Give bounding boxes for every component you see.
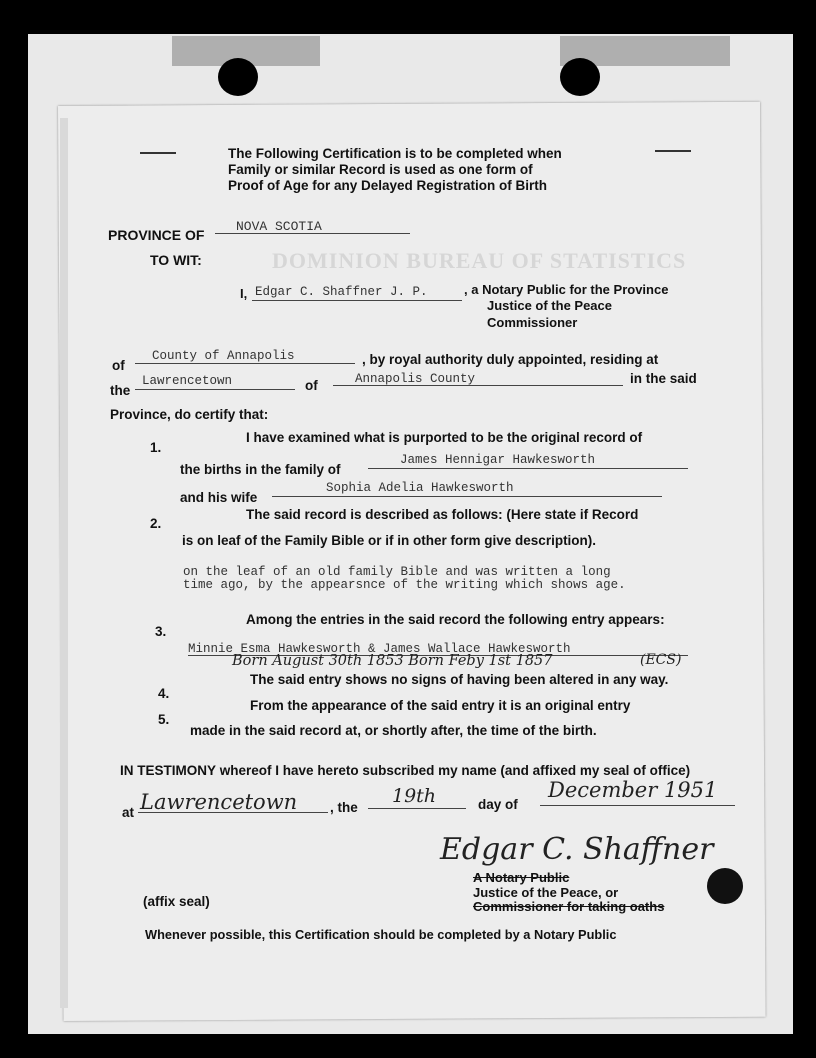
- entry-handwritten: Born August 30th 1853 Born Feby 1st 1857: [232, 653, 553, 669]
- county2-line: [333, 385, 623, 386]
- page-edge: [60, 118, 68, 1008]
- town-value: Lawrencetown: [142, 374, 233, 388]
- wife-label: and his wife: [180, 490, 258, 505]
- the-label: the: [110, 383, 131, 398]
- entry-initials: (ECS): [640, 652, 682, 668]
- notary-name-line: [252, 300, 462, 301]
- watermark: DOMINION BUREAU OF STATISTICS: [272, 248, 687, 273]
- place-line: [138, 812, 328, 813]
- month-year-handwritten: December 1951: [548, 778, 718, 802]
- seal-mark: [707, 868, 743, 904]
- at-label: at: [122, 805, 135, 820]
- item-2-text-2: is on leaf of the Family Bible or if in other form give description).: [182, 533, 597, 548]
- title-commissioner: Commissioner for taking oaths: [473, 899, 665, 914]
- item-5-number: 5.: [158, 712, 170, 727]
- notary-line-2: Justice of the Peace: [487, 298, 612, 313]
- mother-name: Sophia Adelia Hawkesworth: [326, 481, 514, 495]
- county-line: [135, 363, 355, 364]
- entry-typed: Minnie Esma Hawkesworth & James Wallace Hawkesworth: [188, 642, 571, 656]
- province-value: NOVA SCOTIA: [236, 219, 322, 234]
- notary-suffix: , a Notary Public for the Province: [464, 282, 669, 297]
- province-label: PROVINCE OF: [108, 227, 205, 243]
- affix-seal-label: (affix seal): [143, 894, 210, 909]
- testimony-line: IN TESTIMONY whereof I have hereto subscribed my name (and affixed my seal of office): [120, 763, 691, 778]
- signature: Edgar C. Shaffner: [440, 832, 714, 867]
- item-5-text-2: made in the said record at, or shortly after, the time of the birth.: [190, 723, 597, 738]
- the-day-label: , the: [330, 800, 358, 815]
- title-notary: A Notary Public: [473, 870, 570, 885]
- notary-prefix: I,: [240, 286, 248, 301]
- notary-line-3: Commissioner: [487, 315, 578, 330]
- province-line: [215, 233, 410, 234]
- to-wit-label: TO WIT:: [150, 252, 202, 268]
- header-line-1: The Following Certification is to be completed when: [228, 146, 562, 161]
- month-year-line: [540, 805, 735, 806]
- title-justice: Justice of the Peace, or: [473, 885, 619, 900]
- item-3-number: 3.: [155, 624, 167, 639]
- item-2-text: The said record is described as follows: (Here state if Record: [246, 507, 639, 522]
- item-1-number: 1.: [150, 440, 162, 455]
- item-2-number: 2.: [150, 516, 162, 531]
- father-line: [368, 468, 688, 469]
- county2-value: Annapolis County: [355, 372, 476, 386]
- header-line-2: Family or similar Record is used as one form of: [228, 162, 533, 177]
- punch-hole-left: [218, 58, 258, 96]
- day-of-label: day of: [478, 797, 518, 812]
- item-1-text: I have examined what is purported to be the original record of: [246, 430, 643, 445]
- item-5-text: From the appearance of the said entry it is an original entry: [250, 698, 631, 713]
- staple-mark-right: [655, 150, 691, 152]
- births-label: the births in the family of: [180, 462, 341, 477]
- place-handwritten: Lawrencetown: [140, 790, 298, 814]
- record-description-1: on the leaf of an old family Bible and was written a long: [183, 565, 611, 579]
- county-value: County of Annapolis: [152, 349, 295, 363]
- header-line-3: Proof of Age for any Delayed Registration of Birth: [228, 178, 548, 193]
- father-name: James Hennigar Hawkesworth: [400, 453, 596, 467]
- staple-mark-left: [140, 152, 176, 154]
- footer-note: Whenever possible, this Certification should be completed by a Notary Public: [145, 927, 617, 942]
- punch-hole-right: [560, 58, 600, 96]
- item-3-text: Among the entries in the said record the following entry appears:: [246, 612, 665, 627]
- mother-line: [272, 496, 662, 497]
- royal-text: , by royal authority duly appointed, residing at: [362, 352, 659, 367]
- in-said-text: in the said: [630, 371, 697, 386]
- item-4-text: The said entry shows no signs of having been altered in any way.: [250, 672, 669, 687]
- of2-label: of: [305, 378, 318, 393]
- province-certify: Province, do certify that:: [110, 407, 269, 422]
- item-4-number: 4.: [158, 686, 170, 701]
- notary-name: Edgar C. Shaffner J. P.: [255, 285, 428, 299]
- day-line: [368, 808, 466, 809]
- town-line: [135, 389, 295, 390]
- of-label: of: [112, 358, 125, 373]
- record-description-2: time ago, by the appearsnce of the writing which shows age.: [183, 578, 626, 592]
- day-handwritten: 19th: [392, 785, 437, 807]
